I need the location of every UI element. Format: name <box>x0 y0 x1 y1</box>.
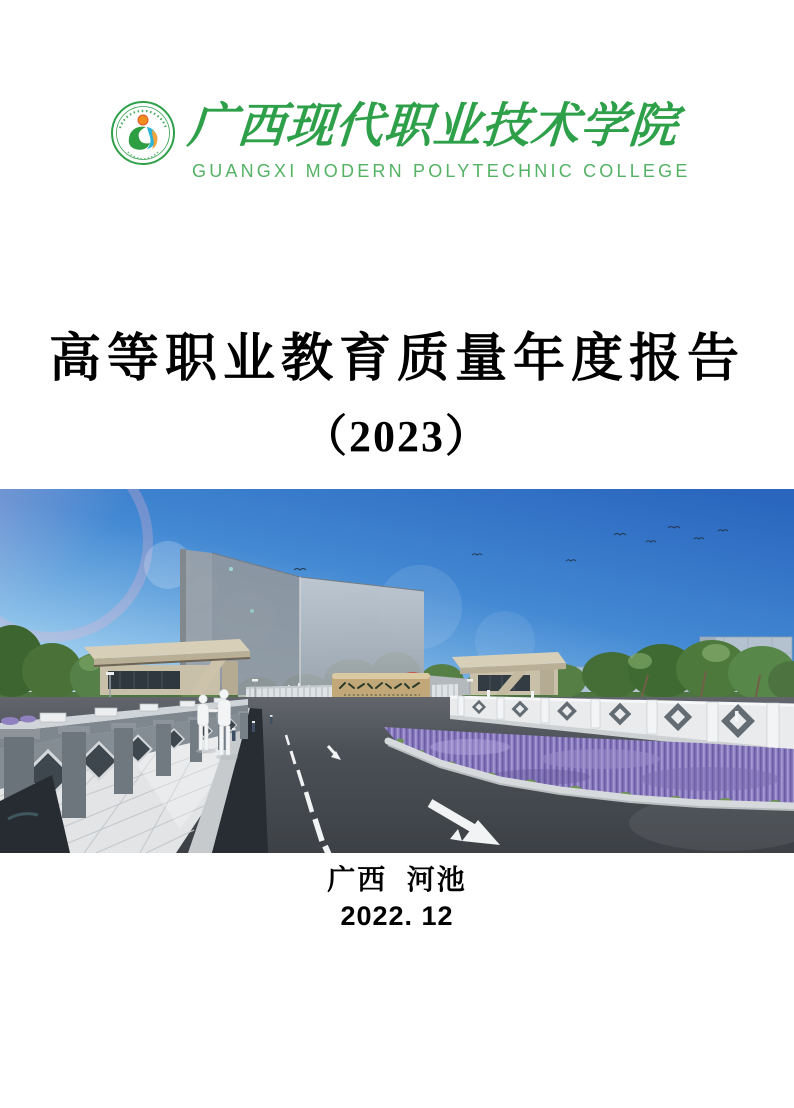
left-gate <box>84 639 250 695</box>
college-english-name: GUANGXI MODERN POLYTECHNIC COLLEGE <box>192 161 691 181</box>
cover-photo <box>0 489 794 853</box>
college-chinese-name: 广西现代职业技术学院 <box>186 98 680 154</box>
footer-date: 2022. 12 <box>340 901 454 931</box>
college-emblem-icon <box>110 100 176 166</box>
report-title: 高等职业教育质量年度报告 <box>48 331 745 388</box>
report-year: （2023） <box>303 412 491 461</box>
footer-location: 广西 河池 <box>327 864 467 895</box>
